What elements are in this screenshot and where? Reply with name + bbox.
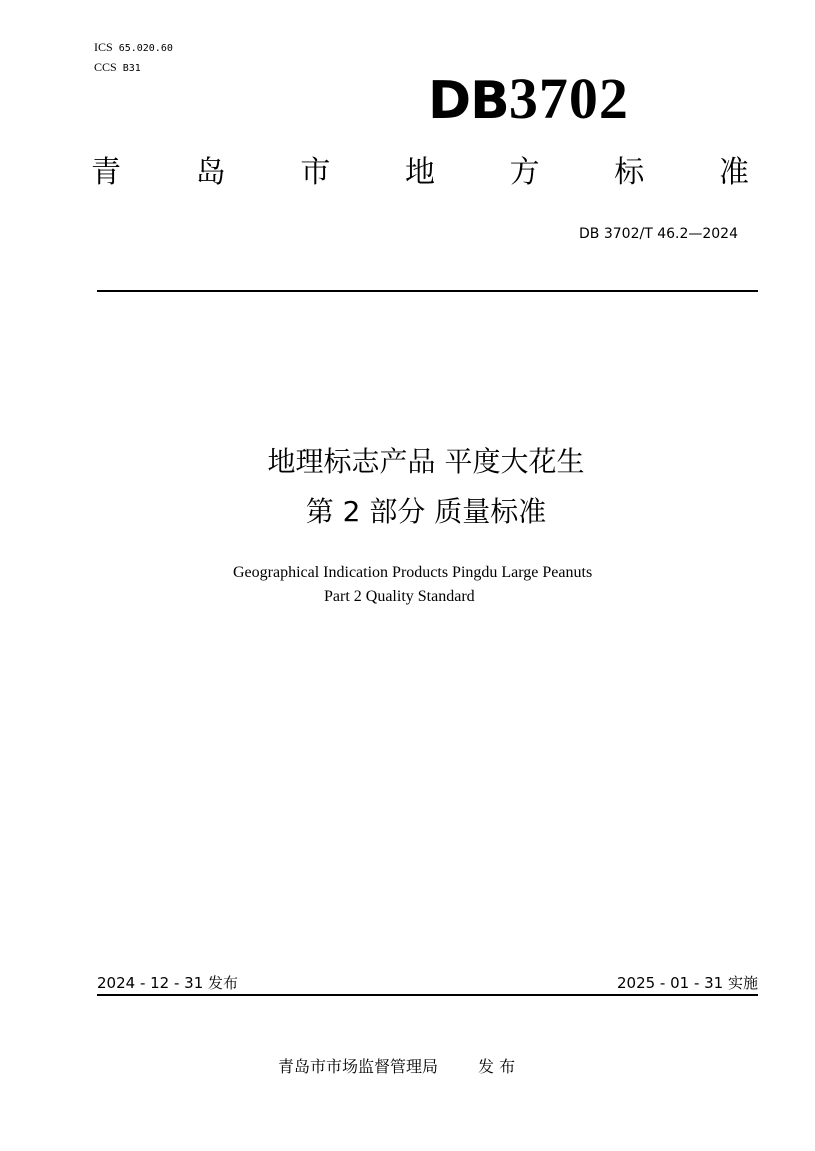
- title-en-line1: Geographical Indication Products Pingdu Large Peanuts: [233, 564, 593, 581]
- ccs-label: CCS: [94, 60, 117, 74]
- logo-number: 3702: [508, 66, 629, 131]
- ics-label: ICS: [94, 40, 113, 54]
- ccs-value: B31: [122, 63, 141, 74]
- standard-type-char: 青: [91, 155, 121, 190]
- standard-type-char: 标: [614, 155, 645, 190]
- standard-type-char: 地: [404, 155, 435, 190]
- title-cn-line1: 地理标志产品 平度大花生: [267, 445, 585, 478]
- ccs-code: [94, 60, 141, 75]
- issuer: [278, 1054, 515, 1077]
- standard-number: DB 3702/T 46.2—2024: [579, 226, 738, 242]
- logo-letters: DB: [428, 71, 509, 131]
- ics-code: [94, 40, 173, 55]
- title-en-line2: Part 2 Quality Standard: [324, 588, 475, 605]
- issuer-name: 青岛市市场监督管理局: [278, 1057, 439, 1076]
- header-divider: [97, 290, 758, 292]
- standard-type-char: 岛: [195, 155, 226, 190]
- ics-value: 65.020.60: [118, 43, 173, 54]
- issuer-action: 发 布: [478, 1057, 516, 1076]
- standard-type: [91, 155, 749, 190]
- title-cn-line2: 第 2 部分 质量标准: [305, 495, 547, 528]
- standard-logo: [428, 66, 629, 131]
- standard-type-char: 准: [718, 155, 749, 190]
- footer-divider: [97, 994, 758, 996]
- standard-type-char: 市: [300, 155, 331, 190]
- issue-date: 2024 - 12 - 31 发布: [97, 974, 239, 992]
- implement-date: 2025 - 01 - 31 实施: [616, 974, 758, 992]
- standard-type-char: 方: [509, 155, 540, 190]
